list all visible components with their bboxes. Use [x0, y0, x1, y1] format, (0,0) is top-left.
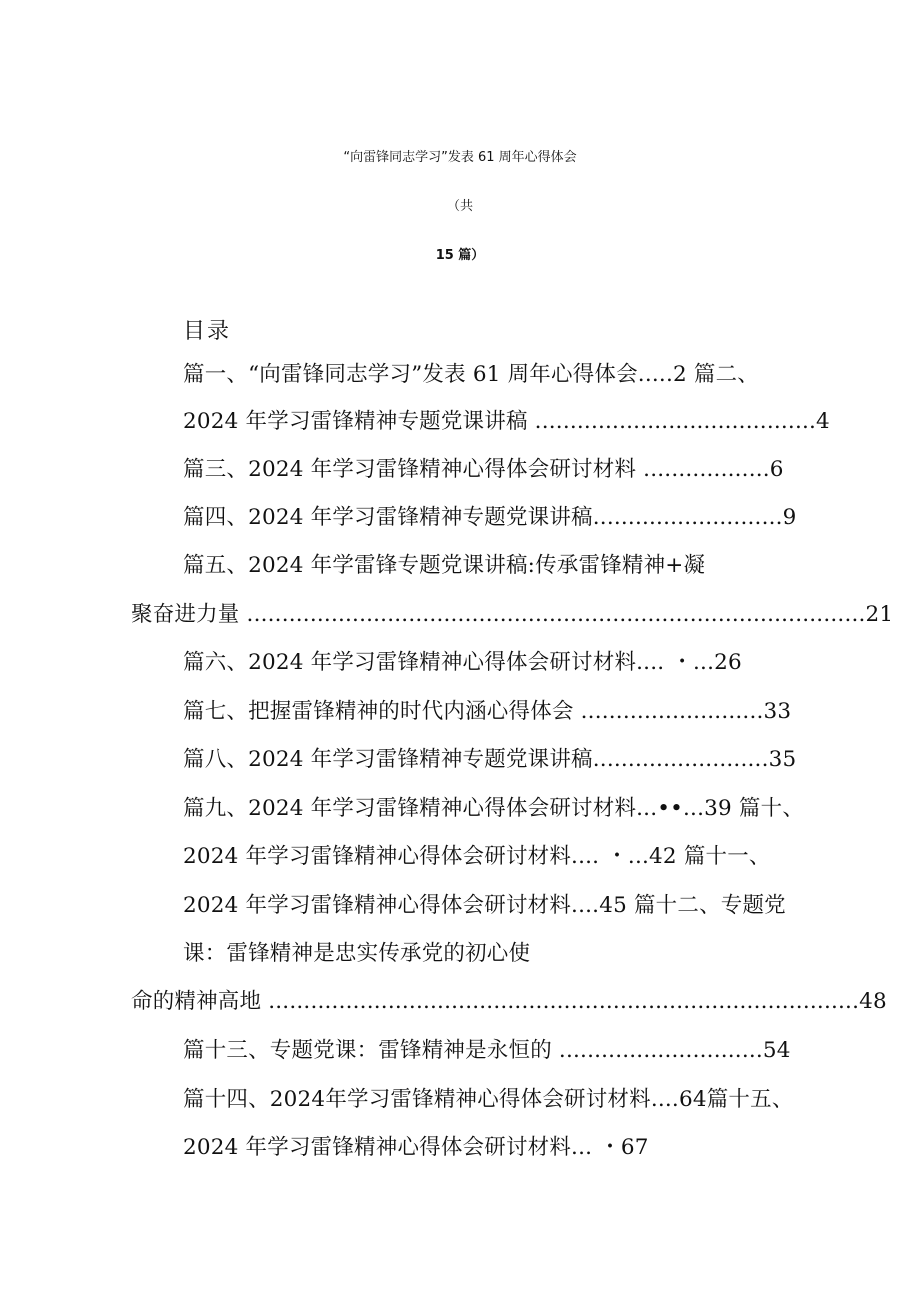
toc-heading: 目录 [183, 319, 232, 344]
toc-entry-line: 篇六、2024 年学习雷锋精神心得体会研讨材料.... ・...26 [183, 650, 742, 675]
toc-entry-line: 2024 年学习雷锋精神心得体会研讨材料.... ・...42 篇十一、 [183, 844, 771, 869]
toc-entry-line: 篇十三、专题党课：雷锋精神是永恒的 .............................54 [183, 1038, 791, 1063]
toc-entry-line: 篇四、2024 年学习雷锋精神专题党课讲稿...........................9 [183, 505, 797, 530]
toc-entry-line: 篇三、2024 年学习雷锋精神心得体会研讨材料 ..................6 [183, 457, 784, 482]
toc-entry-line: 2024 年学习雷锋精神心得体会研讨材料....45 篇十二、专题党 [183, 893, 786, 918]
toc-entry-line: 篇九、2024 年学习雷锋精神心得体会研讨材料...••...39 篇十、 [183, 796, 805, 821]
toc-entry-line: 篇七、把握雷锋精神的时代内涵心得体会 ..........................33 [183, 699, 792, 724]
document-title-line-2: （共 [446, 199, 473, 214]
document-title-line-1: “向雷锋同志学习”发表 61 周年心得体会 [343, 150, 577, 165]
toc-entry-line: 命的精神高地 ....................................................................................48 [131, 989, 887, 1014]
toc-entry-line: 篇五、2024 年学雷锋专题党课讲稿:传承雷锋精神+凝 [183, 553, 706, 578]
toc-entry-line: 聚奋进力量 ........................................................................................21 [131, 602, 894, 627]
toc-entry-line: 2024 年学习雷锋精神心得体会研讨材料... ・67 [183, 1135, 649, 1160]
toc-entry-line: 2024 年学习雷锋精神专题党课讲稿 ........................................4 [183, 409, 830, 434]
toc-entry-line: 篇一、“向雷锋同志学习”发表 61 周年心得体会.....2 篇二、 [183, 362, 759, 387]
toc-entry-line: 篇八、2024 年学习雷锋精神专题党课讲稿.........................35 [183, 747, 797, 772]
toc-entry-line: 篇十四、2024年学习雷锋精神心得体会研讨材料....64篇十五、 [183, 1087, 794, 1112]
document-title-line-3: 15 篇） [435, 248, 485, 263]
toc-entry-line: 课：雷锋精神是忠实传承党的初心使 [183, 941, 531, 966]
